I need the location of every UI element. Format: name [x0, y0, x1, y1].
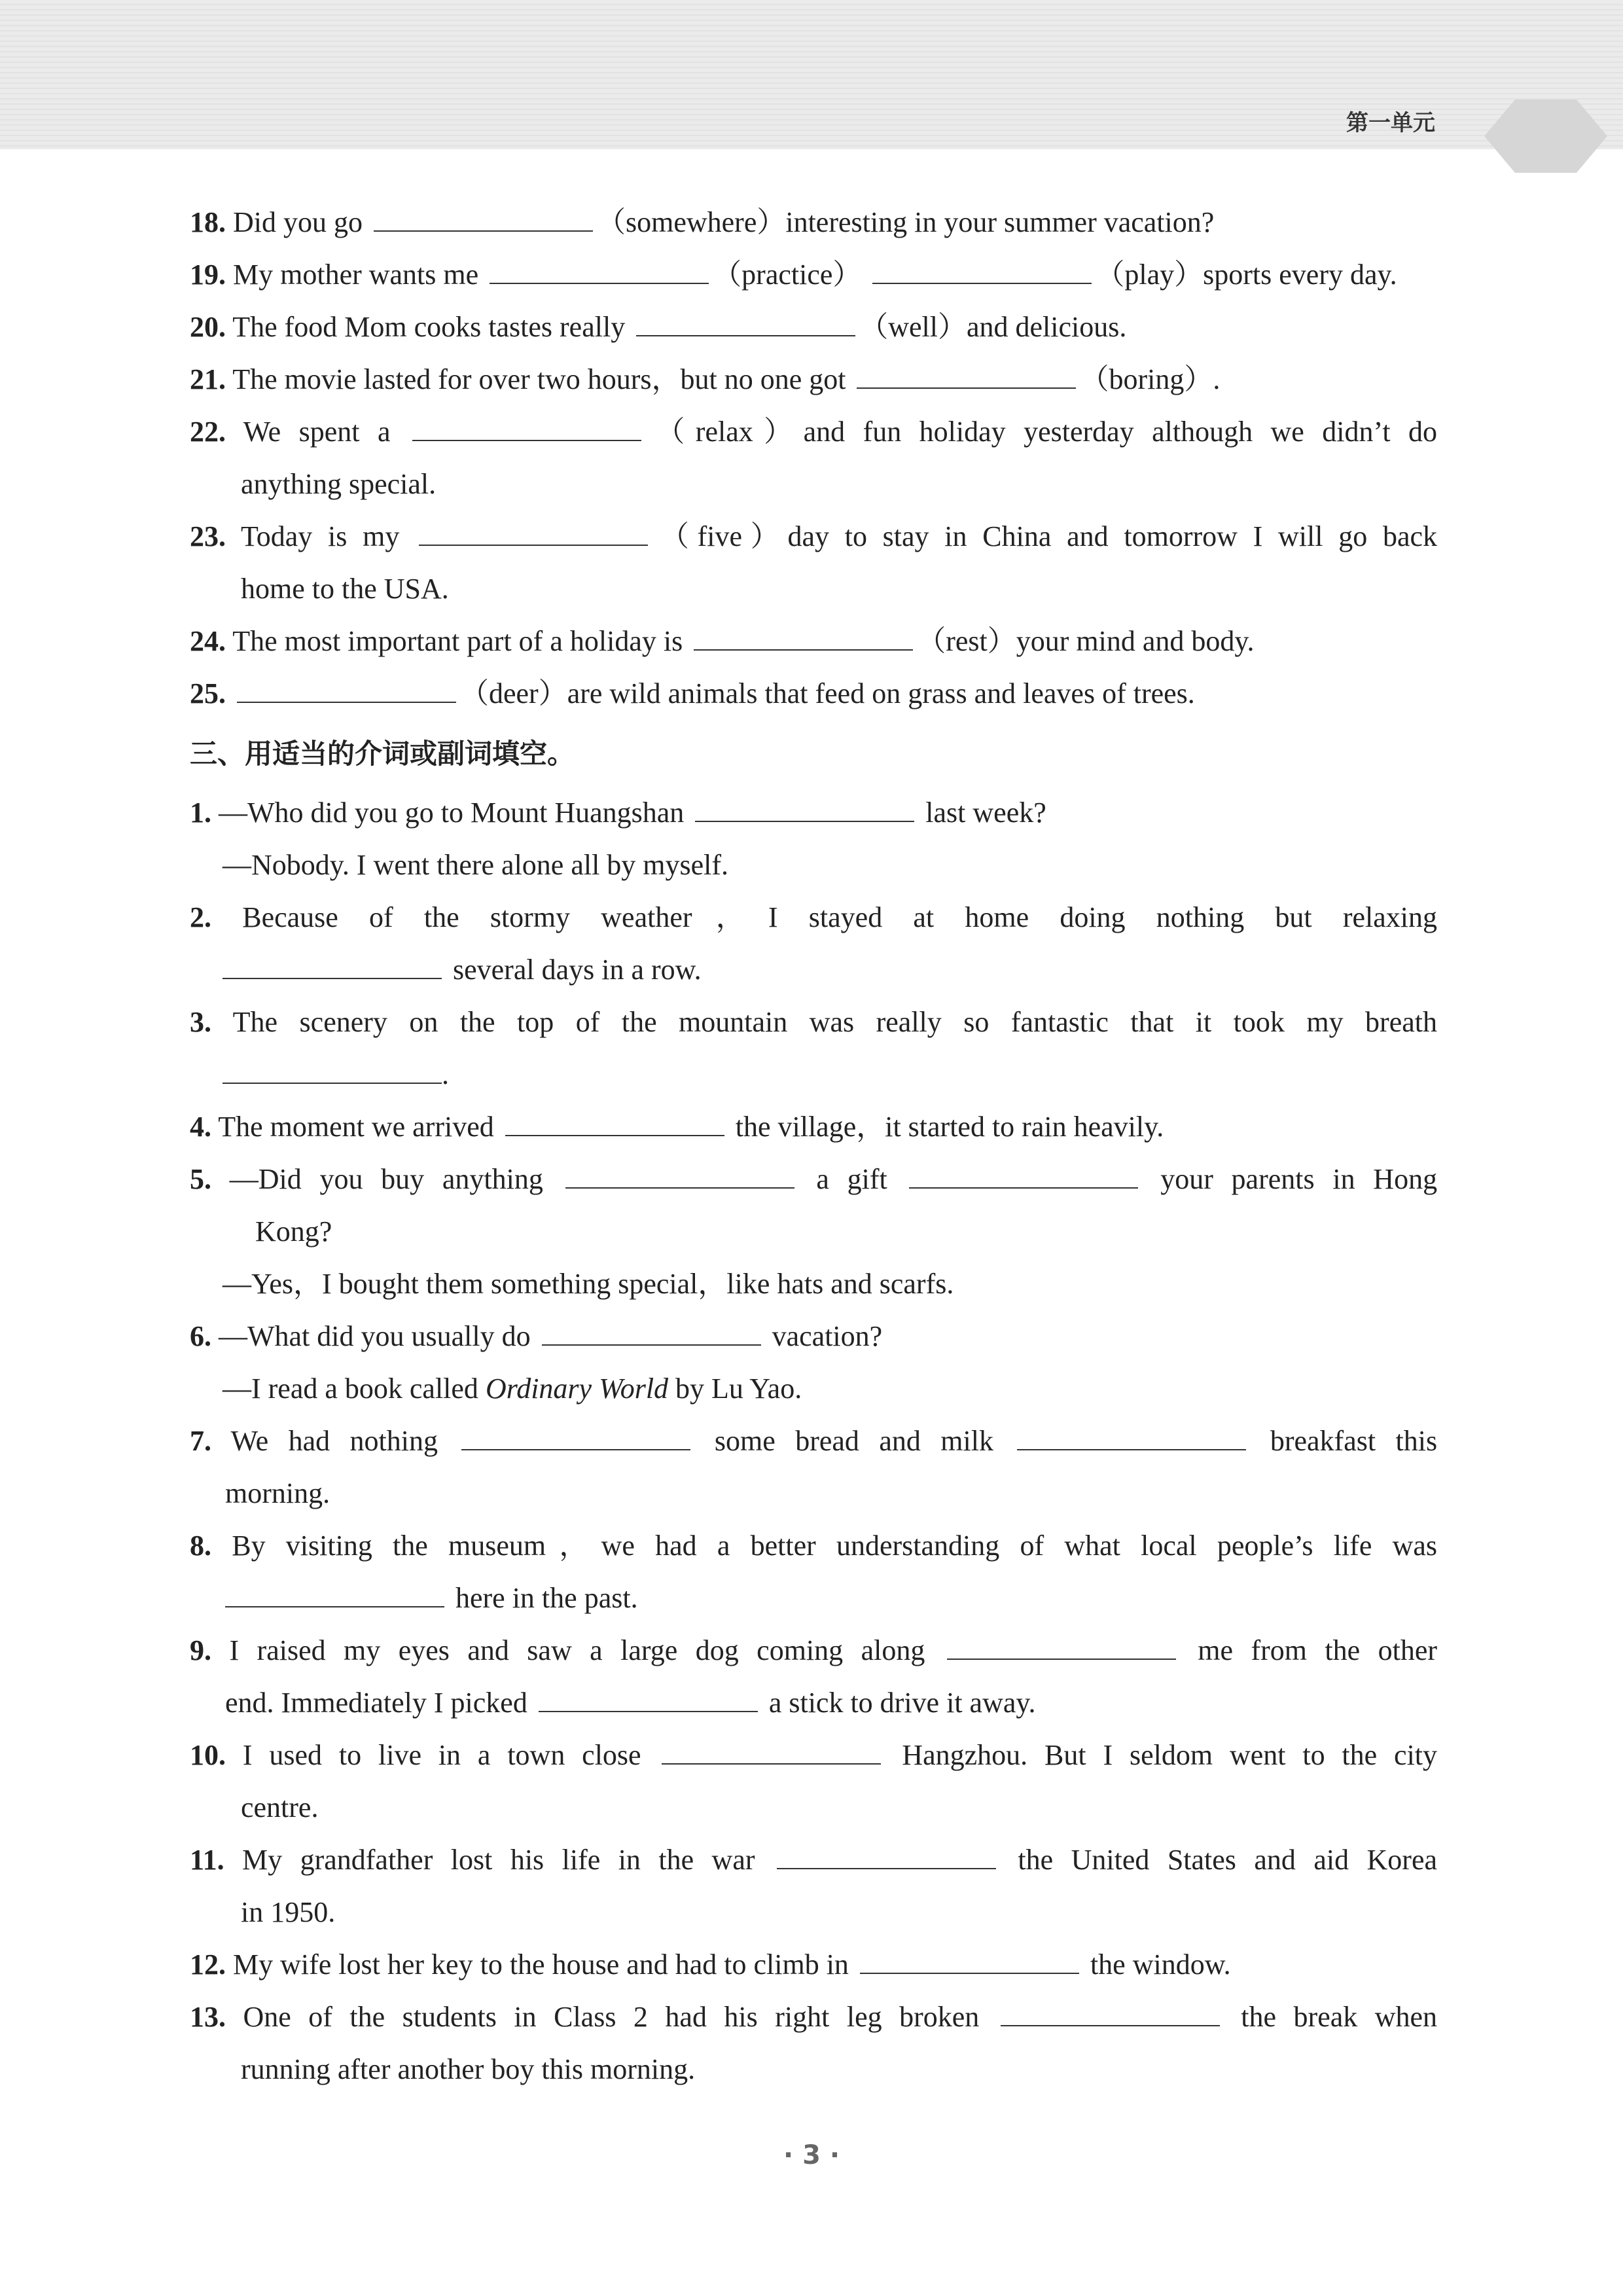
answer-blank[interactable]	[565, 1161, 794, 1189]
unit-label: 第一单元	[1346, 110, 1435, 136]
question-10-continued: centre.	[241, 1791, 319, 1823]
question-1: 1. —Who did you go to Mount Huangshan last week?	[190, 795, 1437, 831]
question-6: 6. —What did you usually do vacation?	[190, 1318, 1437, 1355]
answer-blank[interactable]	[412, 414, 641, 441]
question-24: 24. The most important part of a holiday is （rest）your mind and body.	[190, 623, 1437, 660]
answer-blank[interactable]	[490, 257, 709, 284]
answer-blank[interactable]	[662, 1737, 881, 1765]
answer-blank[interactable]	[909, 1161, 1138, 1189]
answer-blank[interactable]	[1017, 1423, 1246, 1450]
answer-blank[interactable]	[374, 204, 593, 232]
answer-blank[interactable]	[860, 1946, 1079, 1974]
question-5: 5. —Did you buy anything a gift your parents in Hong	[190, 1161, 1437, 1198]
answer-blank[interactable]	[857, 361, 1076, 389]
question-4: 4. The moment we arrived the village，it started to rain heavily.	[190, 1109, 1437, 1145]
answer-blank[interactable]	[419, 518, 648, 546]
answer-blank[interactable]	[539, 1685, 758, 1712]
answer-blank[interactable]	[947, 1632, 1176, 1660]
question-7-continued: morning.	[225, 1477, 330, 1509]
answer-blank[interactable]	[872, 257, 1092, 284]
section-3-title: 三、用适当的介词或副词填空。	[190, 738, 575, 770]
answer-blank[interactable]	[694, 623, 913, 651]
question-6-response: —I read a book called Ordinary World by Lu Yao.	[223, 1372, 802, 1405]
question-7: 7. We had nothing some bread and milk breakfast this	[190, 1423, 1437, 1460]
answer-blank[interactable]	[542, 1318, 761, 1346]
answer-blank[interactable]	[461, 1423, 690, 1450]
answer-blank[interactable]	[223, 1056, 442, 1084]
book-title: Ordinary World	[485, 1372, 669, 1405]
question-9-continued: end. Immediately I picked a stick to drive it away.	[190, 1685, 1437, 1721]
answer-blank[interactable]	[777, 1842, 996, 1869]
page-number: · 3 ·	[783, 2140, 840, 2170]
question-21: 21. The movie lasted for over two hours，but no one got （boring）.	[190, 361, 1437, 398]
question-11-continued: in 1950.	[241, 1896, 336, 1928]
answer-blank[interactable]	[505, 1109, 724, 1136]
question-8: 8. By visiting the museum，we had a better understanding of what local people’s life was	[190, 1530, 1437, 1562]
answer-blank[interactable]	[1001, 1999, 1220, 2026]
answer-blank[interactable]	[225, 1580, 444, 1607]
question-5-response: —Yes，I bought them something special，like hats and scarfs.	[223, 1268, 954, 1300]
question-9: 9. I raised my eyes and saw a large dog coming along me from the other	[190, 1632, 1437, 1669]
question-25: 25. （deer）are wild animals that feed on grass and leaves of trees.	[190, 675, 1437, 712]
question-22: 22. We spent a （relax）and fun holiday yesterday although we didn’t do	[190, 414, 1437, 450]
question-12: 12. My wife lost her key to the house and had to climb in the window.	[190, 1946, 1437, 1983]
question-2-continued: several days in a row.	[190, 952, 1437, 988]
question-23-continued: home to the USA.	[241, 573, 449, 605]
question-3-continued: .	[190, 1056, 1437, 1093]
answer-blank[interactable]	[695, 795, 914, 822]
question-11: 11. My grandfather lost his life in the war the United States and aid Korea	[190, 1842, 1437, 1878]
answer-blank[interactable]	[636, 309, 855, 336]
question-10: 10. I used to live in a town close Hangzhou. But I seldom went to the city	[190, 1737, 1437, 1774]
answer-blank[interactable]	[237, 675, 456, 703]
question-19: 19. My mother wants me （practice） （play）sports every day.	[190, 257, 1437, 293]
question-13-continued: running after another boy this morning.	[241, 2053, 696, 2085]
answer-blank[interactable]	[223, 952, 442, 979]
question-3: 3. The scenery on the top of the mountain was really so fantastic that it took my breath	[190, 1006, 1437, 1038]
question-18: 18. Did you go （somewhere）interesting in your summer vacation?	[190, 204, 1437, 241]
question-5-continued: Kong?	[255, 1215, 332, 1247]
question-1-response: —Nobody. I went there alone all by myself.	[223, 849, 729, 881]
question-22-continued: anything special.	[241, 468, 437, 500]
question-20: 20. The food Mom cooks tastes really （well）and delicious.	[190, 309, 1437, 346]
question-23: 23. Today is my （five）day to stay in China and tomorrow I will go back	[190, 518, 1437, 555]
question-8-continued: here in the past.	[190, 1580, 1437, 1617]
question-2: 2. Because of the stormy weather，I stayed at home doing nothing but relaxing	[190, 901, 1438, 933]
question-13: 13. One of the students in Class 2 had his right leg broken the break when	[190, 1999, 1437, 2036]
